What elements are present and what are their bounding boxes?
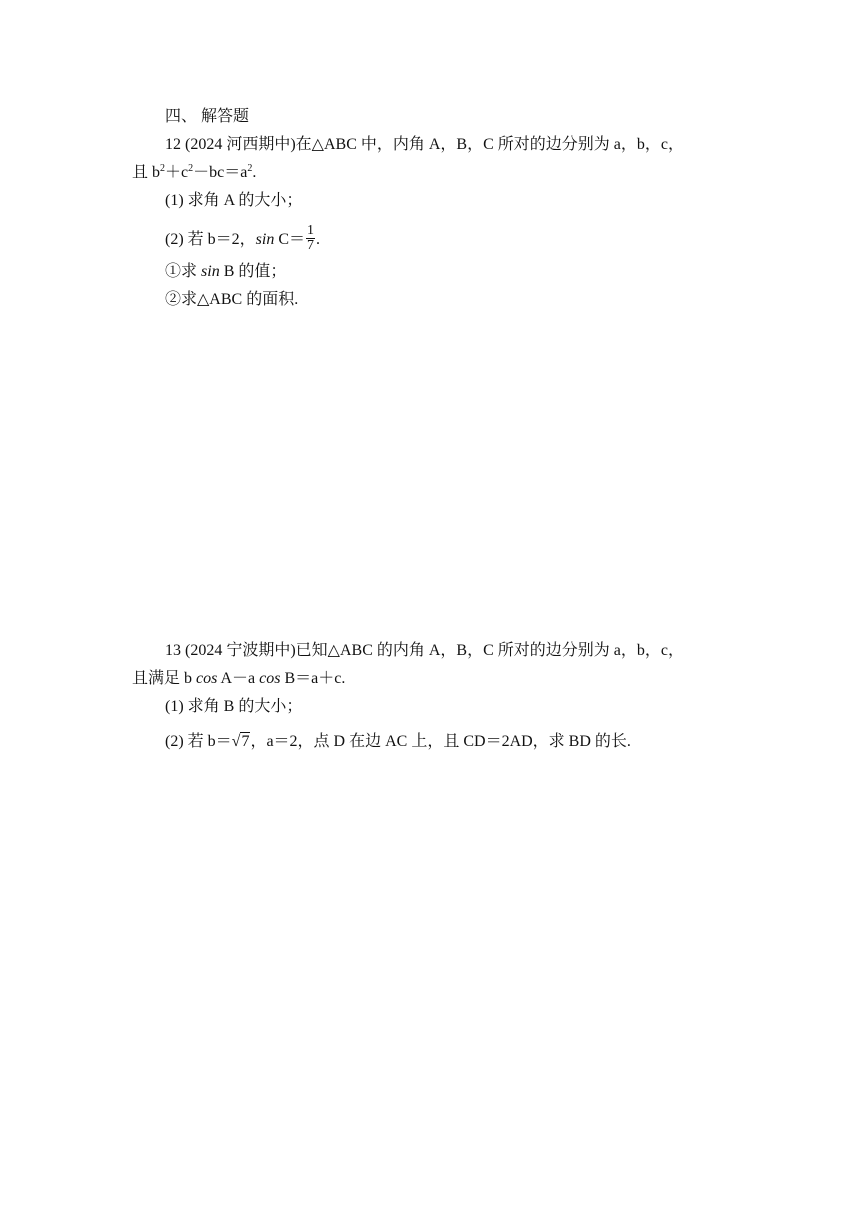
q13-intro: 13 (2024 宁波期中)已知△ABC 的内角 A，B，C 所对的边分别为 a，b，c， xyxy=(165,642,684,659)
q12-sub2: ②求△ABC 的面积. xyxy=(165,291,299,308)
q12-intro: 12 (2024 河西期中)在△ABC 中，内角 A，B，C 所对的边分别为 a，b，c， xyxy=(165,136,684,153)
q12-sub1: ①求 sin B 的值； xyxy=(165,263,287,280)
square-root: √7 xyxy=(231,733,250,750)
q12-part1: (1) 求角 A 的大小； xyxy=(165,192,303,209)
fraction: $\frac{1}{7}$ xyxy=(307,223,315,253)
q13-part2: (2) 若 b＝√7，a＝2，点 D 在边 AC 上，且 CD＝2AD，求 BD 的长. xyxy=(165,733,631,750)
q13-part1: (1) 求角 B 的大小； xyxy=(165,698,303,715)
q12-condition: 且 $b^2+c^2-bc=a^2$. xyxy=(132,163,257,181)
q12-part2: (2) 若 b＝2，sin C＝ $\frac{1}{7}$ . xyxy=(165,223,321,253)
q13-condition: 且满足 b cos A－a cos B＝a＋c. xyxy=(132,670,346,687)
section-title: 四、 解答题 xyxy=(165,108,250,125)
